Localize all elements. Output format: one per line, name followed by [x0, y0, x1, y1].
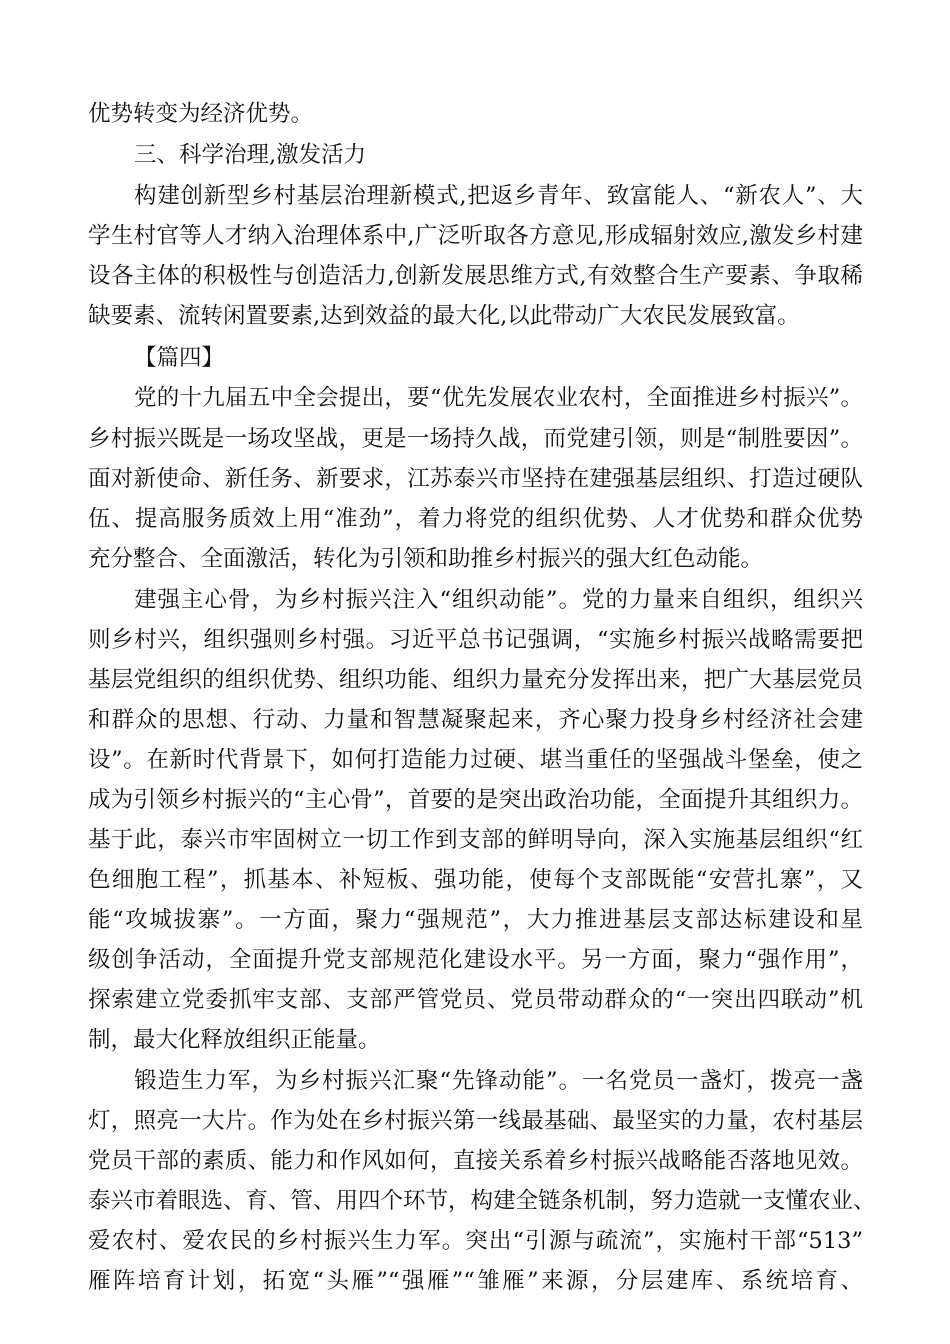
text-line: 构建创新型乡村基层治理新模式,把返乡青年、致富能人、“新农人”、大 — [134, 183, 863, 209]
text-line: 色细胞工程”，抓基本、补短板、强功能，使每个支部既能“安营扎寨”，又 — [88, 867, 863, 893]
text-line: 党员干部的素质、能力和作风如何，直接关系着乡村振兴战略能否落地见效。 — [88, 1148, 863, 1174]
text-line: 爱农村、爱农民的乡村振兴生力军。突出“引源与疏流”，实施村干部“513” — [88, 1228, 863, 1254]
text-line: 制，最大化释放组织正能量。 — [88, 1027, 381, 1053]
text-line: 设各主体的积极性与创造活力,创新发展思维方式,有效整合生产要素、争取稀 — [88, 263, 863, 289]
text-line: 面对新使命、新任务、新要求，江苏泰兴市坚持在建强基层组织、打造过硬队 — [88, 466, 863, 492]
text-line: 锻造生力军，为乡村振兴汇聚“先锋动能”。一名党员一盏灯，拨亮一盏 — [134, 1068, 863, 1094]
text-line: 泰兴市着眼选、育、管、用四个环节，构建全链条机制，努力造就一支懂农业、 — [88, 1188, 876, 1214]
text-line: 成为引领乡村振兴的“主心骨”，首要的是突出政治功能，全面提升其组织力。 — [88, 787, 863, 813]
section-heading: 【篇四】 — [134, 345, 225, 371]
text-line: 建强主心骨，为乡村振兴注入“组织动能”。党的力量来自组织，组织兴 — [134, 587, 863, 613]
text-line: 和群众的思想、行动、力量和智慧凝聚起来，齐心聚力投身乡村经济社会建 — [88, 707, 863, 733]
text-line: 探索建立党委抓牢支部、支部严管党员、党员带动群众的“一突出四联动”机 — [88, 987, 863, 1013]
text-line: 党的十九届五中全会提出，要“优先发展农业农村，全面推进乡村振兴”。 — [134, 385, 863, 411]
section-heading: 三、科学治理,激发活力 — [134, 142, 367, 168]
text-line: 缺要素、流转闲置要素,达到效益的最大化,以此带动广大农民发展致富。 — [88, 303, 800, 329]
text-line: 充分整合、全面激活，转化为引领和助推乡村振兴的强大红色动能。 — [88, 546, 764, 572]
text-line: 能“攻城拔寨”。一方面，聚力“强规范”，大力推进基层支部达标建设和星 — [88, 907, 863, 933]
text-line: 伍、提高服务质效上用“准劲”，着力将党的组织优势、人才优势和群众优势 — [88, 506, 863, 532]
text-line: 级创争活动，全面提升党支部规范化建设水平。另一方面，聚力“强作用”， — [88, 947, 863, 973]
text-line: 基于此，泰兴市牢固树立一切工作到支部的鲜明导向，深入实施基层组织“红 — [88, 827, 863, 853]
text-line: 灯，照亮一大片。作为处在乡村振兴第一线最基础、最坚实的力量，农村基层 — [88, 1108, 863, 1134]
text-line: 设”。在新时代背景下，如何打造能力过硬、堪当重任的坚强战斗堡垒，使之 — [88, 747, 863, 773]
text-line: 基层党组织的组织优势、组织功能、组织力量充分发挥出来，把广大基层党员 — [88, 667, 863, 693]
text-line: 优势转变为经济优势。 — [88, 101, 314, 127]
text-line: 则乡村兴，组织强则乡村强。习近平总书记强调，“实施乡村振兴战略需要把 — [88, 627, 863, 653]
text-line: 乡村振兴既是一场攻坚战，更是一场持久战，而党建引领，则是“制胜要因”。 — [88, 426, 863, 452]
text-line: 学生村官等人才纳入治理体系中,广泛听取各方意见,形成辐射效应,激发乡村建 — [88, 223, 863, 249]
text-line: 雁阵培育计划，拓宽“头雁”“强雁”“雏雁”来源，分层建库、系统培育、 — [88, 1268, 863, 1294]
